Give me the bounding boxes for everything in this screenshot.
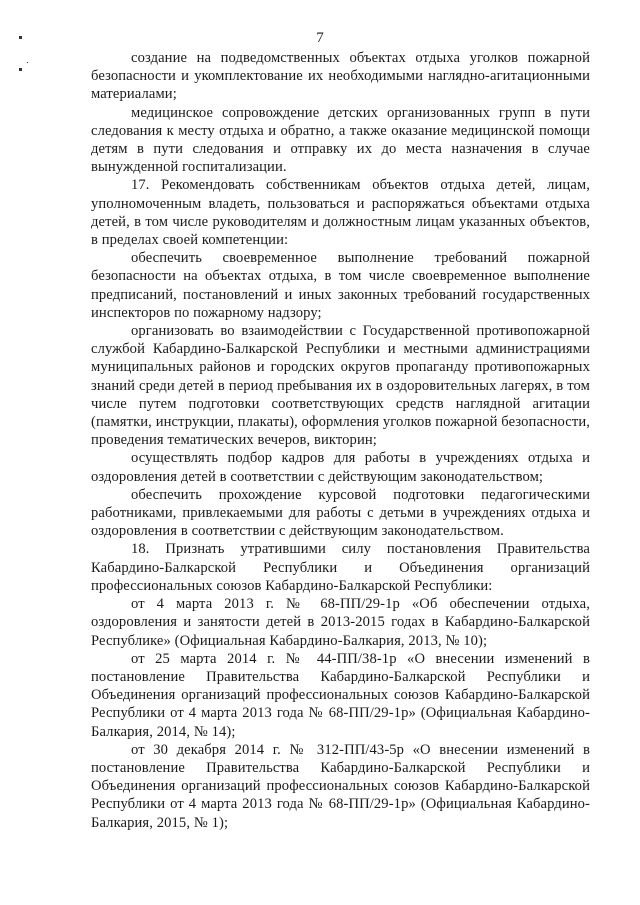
scan-mark	[19, 68, 22, 71]
paragraph-organize-propaganda: организовать во взаимодействии с Государственной противопожарной службой Кабардино-Балкарской Республики и местными администрациями муниципальных районов и городских округов пропаганду противопожарных знаний среди детей в период пребывания их в оздоровительных лагерях, в том числе путем подготовки соответствующих средств наглядной агитации (памятки, инструкции, плакаты), оформления уголков пожарной безопасности, проведения тематических вечеров, викторин;	[91, 323, 590, 449]
paragraph-item-18: 18. Признать утратившими силу постановления Правительства Кабардино-Балкарской Республики и Объединения организаций профессиональных союзов Кабардино-Балкарской Республики:	[91, 541, 590, 594]
paragraph-ensure-fire-requirements: обеспечить своевременное выполнение требований пожарной безопасности на объектах отдыха, в том числе своевременное выполнение предписаний, постановлений и иных законных требований государственных инспекторов по пожарному надзору;	[91, 250, 590, 321]
paragraph-resolution-march-2014: от 25 марта 2014 г. № 44-ПП/38-1р «О внесении изменений в постановление Правительства Кабардино-Балкарской Республики и Объединения организаций профессиональных союзов Кабардино-Балкарской Республики от 4 марта 2013 года № 68-ПП/29-1р» (Официальная Кабардино-Балкария, 2014, № 14);	[91, 650, 590, 740]
paragraph-item-17: 17. Рекомендовать собственникам объектов отдыха детей, лицам, уполномоченным владеть, пользоваться и распоряжаться объектами отдыха детей, в том числе руководителям и должностным лицам указанных объектов, в пределах своей компетенции:	[91, 177, 590, 249]
paragraph-medical-escort: медицинское сопровождение детских организованных групп в пути следования к месту отдыха и обратно, а также оказание медицинской помощи детям в пути следования и отправку их до места назначения в случае вынужденной госпитализации.	[91, 104, 590, 176]
paragraph-course-training: обеспечить прохождение курсовой подготовки педагогическими работниками, привлекаемыми для работы с детьми в учреждениях отдыха и оздоровления в соответствии с действующим законодательством.	[91, 486, 590, 540]
paragraph-fire-safety-corners: создание на подведомственных объектах отдыха уголков пожарной безопасности и укомплектование их необходимыми наглядно-агитационными материалами;	[91, 50, 590, 103]
document-body	[91, 49, 590, 832]
paragraph-resolution-december-2014: от 30 декабря 2014 г. № 312-ПП/43-5р «О внесении изменений в постановление Правительства Кабардино-Балкарской Республики и Объединения организаций профессиональных союзов Кабардино-Балкарской Республики от 4 марта 2013 года № 68-ПП/29-1р» (Официальная Кабардино-Балкария, 2015, № 1);	[91, 741, 590, 831]
page-number: 7	[316, 30, 324, 46]
scan-mark	[27, 62, 28, 63]
paragraph-resolution-2013: от 4 марта 2013 г. № 68-ПП/29-1р «Об обеспечении отдыха, оздоровления и занятости детей в 2013-2015 годах в Кабардино-Балкарской Республике» (Официальная Кабардино-Балкария, 2013, № 10);	[91, 596, 590, 649]
paragraph-staff-selection: осуществлять подбор кадров для работы в учреждениях отдыха и оздоровления детей в соответствии с действующим законодательством;	[91, 450, 590, 485]
